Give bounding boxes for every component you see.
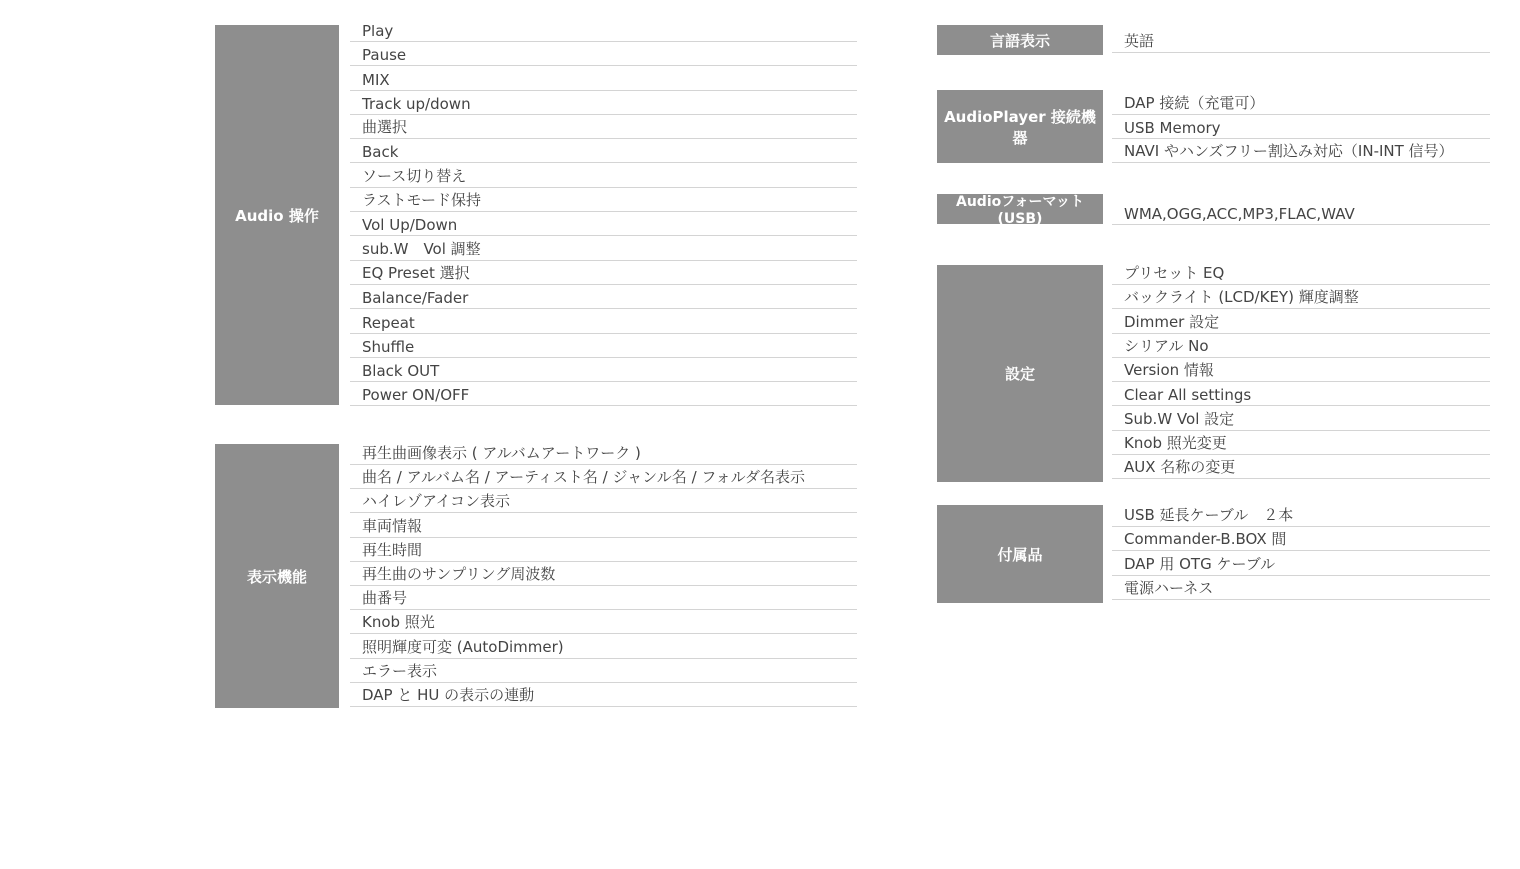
list-item: Clear All settings <box>1112 382 1490 406</box>
list-item: Dimmer 設定 <box>1112 309 1490 333</box>
list-item: Track up/down <box>350 91 857 115</box>
list-item: NAVI やハンズフリー割込み対応（IN-INT 信号） <box>1112 139 1490 163</box>
list-item: Balance/Fader <box>350 285 857 309</box>
list-item: USB Memory <box>1112 115 1490 139</box>
list-item: 曲名 / アルバム名 / アーティスト名 / ジャンル名 / フォルダ名表示 <box>350 465 857 489</box>
section-label: 表示機能 <box>215 444 339 708</box>
list-item: Knob 照光 <box>350 610 857 634</box>
section-items <box>350 444 857 707</box>
list-item: ソース切り替え <box>350 163 857 187</box>
list-item: 再生曲のサンプリング周波数 <box>350 562 857 586</box>
list-item: ハイレゾアイコン表示 <box>350 489 857 513</box>
section-label: Audio 操作 <box>215 25 339 405</box>
list-item: MIX <box>350 66 857 90</box>
list-item: Play <box>350 25 857 42</box>
list-item: Sub.W Vol 設定 <box>1112 406 1490 430</box>
section-items <box>1112 25 1490 53</box>
section-items <box>1112 265 1490 479</box>
section-items <box>1112 505 1490 600</box>
section-audio-format <box>937 194 1490 225</box>
list-item: 再生時間 <box>350 538 857 562</box>
section-label: 付属品 <box>937 505 1103 603</box>
list-item: USB 延長ケーブル ２本 <box>1112 505 1490 527</box>
list-item: AUX 名称の変更 <box>1112 455 1490 479</box>
list-item: ラストモード保持 <box>350 188 857 212</box>
list-item: 車両情報 <box>350 513 857 537</box>
list-item: Shuffle <box>350 334 857 358</box>
section-label: AudioPlayer 接続機器 <box>937 90 1103 163</box>
list-item: WMA,OGG,ACC,MP3,FLAC,WAV <box>1112 194 1490 225</box>
section-label: 設定 <box>937 265 1103 482</box>
list-item: EQ Preset 選択 <box>350 261 857 285</box>
list-item: sub.W Vol 調整 <box>350 236 857 260</box>
list-item: Commander-B.BOX 間 <box>1112 527 1490 551</box>
list-item: 曲選択 <box>350 115 857 139</box>
list-item: プリセット EQ <box>1112 265 1490 285</box>
list-item: Power ON/OFF <box>350 382 857 406</box>
list-item: DAP と HU の表示の連動 <box>350 683 857 707</box>
section-audioplayer-devices <box>937 90 1490 164</box>
list-item: 再生曲画像表示 ( アルバムアートワーク ) <box>350 444 857 465</box>
section-settings <box>937 265 1490 483</box>
list-item: シリアル No <box>1112 334 1490 358</box>
list-item: Black OUT <box>350 358 857 382</box>
list-item: 曲番号 <box>350 586 857 610</box>
section-label: 言語表示 <box>937 25 1103 55</box>
section-label: Audioフォーマット(USB) <box>937 194 1103 224</box>
list-item: 英語 <box>1112 25 1490 53</box>
list-item: Knob 照光変更 <box>1112 431 1490 455</box>
list-item: エラー表示 <box>350 659 857 683</box>
section-accessories <box>937 505 1490 603</box>
list-item: Vol Up/Down <box>350 212 857 236</box>
list-item: 照明輝度可変 (AutoDimmer) <box>350 634 857 658</box>
section-items <box>1112 90 1490 163</box>
section-items <box>350 25 857 406</box>
section-items <box>1112 194 1490 225</box>
section-language-display <box>937 25 1490 55</box>
list-item: Pause <box>350 42 857 66</box>
list-item: Version 情報 <box>1112 358 1490 382</box>
list-item: DAP 用 OTG ケーブル <box>1112 551 1490 575</box>
list-item: Repeat <box>350 309 857 333</box>
section-audio-operation <box>215 25 857 407</box>
section-display-features <box>215 444 857 708</box>
list-item: 電源ハーネス <box>1112 576 1490 600</box>
list-item: バックライト (LCD/KEY) 輝度調整 <box>1112 285 1490 309</box>
list-item: Back <box>350 139 857 163</box>
list-item: DAP 接続（充電可） <box>1112 90 1490 115</box>
